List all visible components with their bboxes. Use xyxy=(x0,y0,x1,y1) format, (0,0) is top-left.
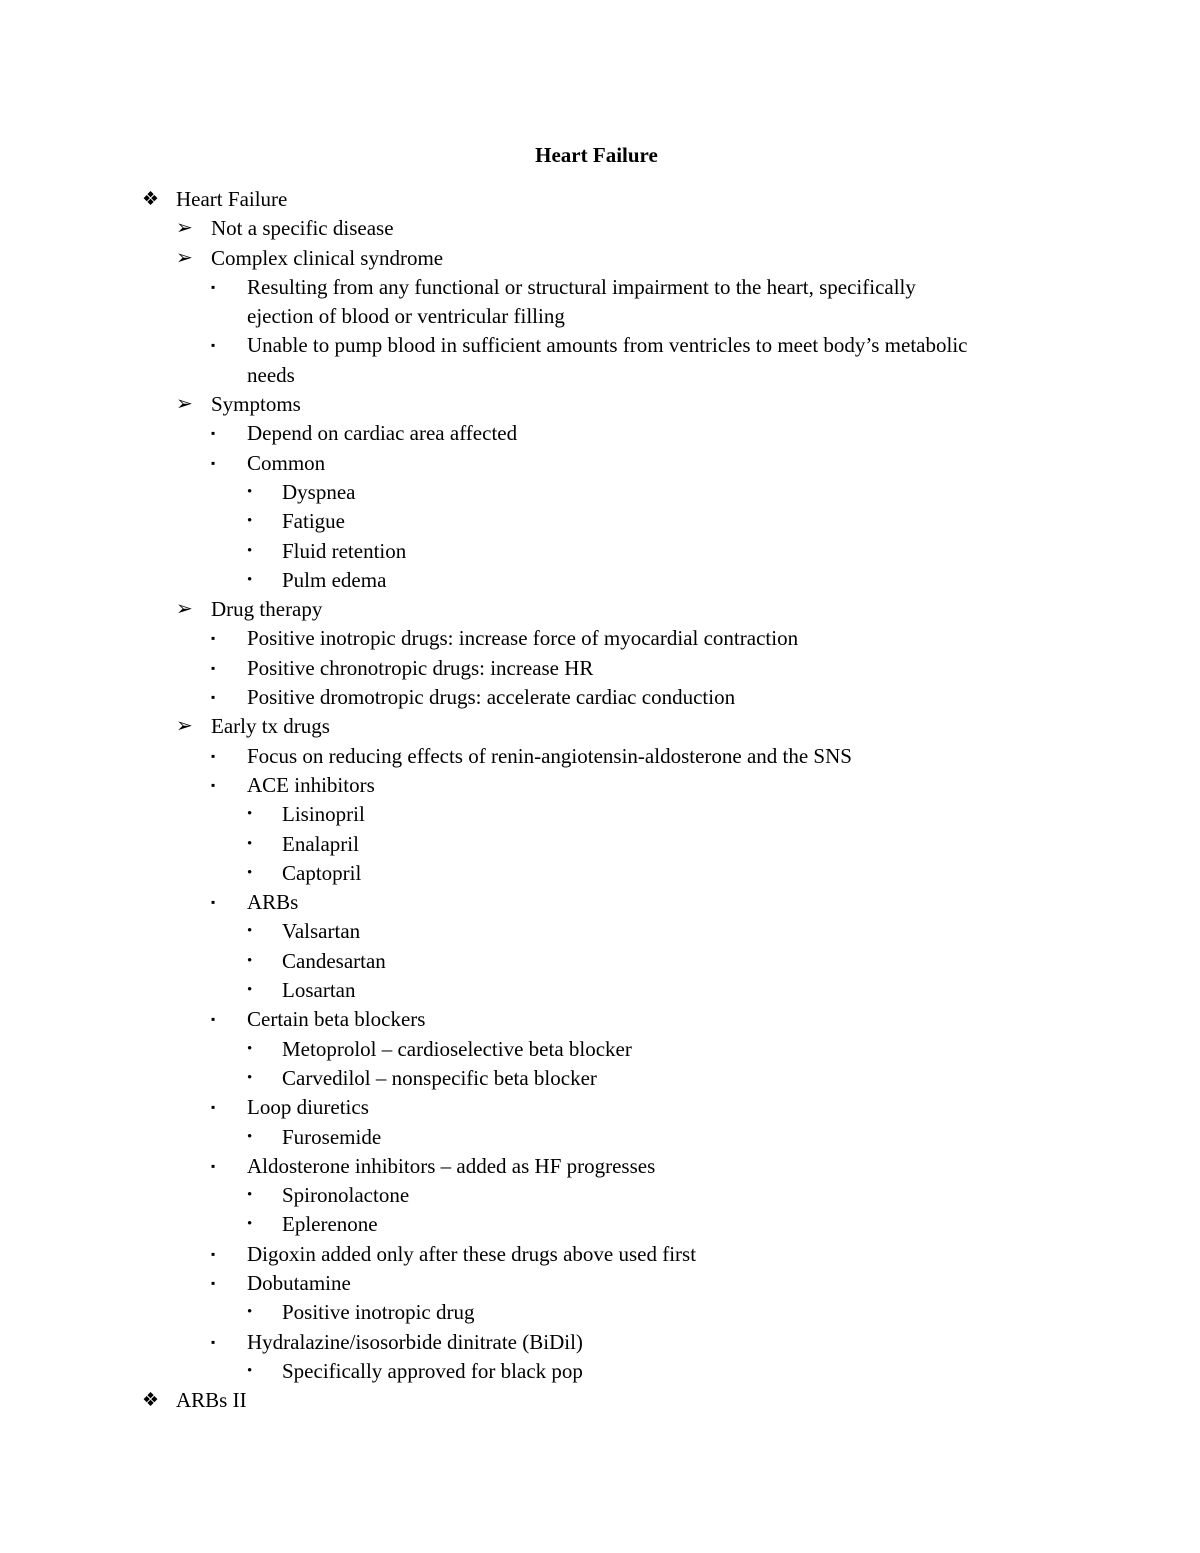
outline-item xyxy=(0,800,1200,829)
outline-item-text: Symptoms xyxy=(211,392,301,417)
outline-item xyxy=(0,1210,1200,1239)
dot-bullet-icon: • xyxy=(247,513,253,530)
dot-bullet-icon: • xyxy=(247,1128,253,1145)
outline-item-text: Loop diuretics xyxy=(247,1095,369,1120)
outline-item xyxy=(0,1005,1200,1034)
outline-item-text: Unable to pump blood in sufficient amounts from ventricles to meet body’s metabolic xyxy=(247,333,968,358)
outline-item-text: ARBs II xyxy=(176,1388,247,1413)
outline-item-text: Positive dromotropic drugs: accelerate cardiac conduction xyxy=(247,685,736,710)
outline-item xyxy=(0,624,1200,653)
outline-item-text-continued: ejection of blood or ventricular filling xyxy=(247,304,565,329)
arrow-bullet-icon: ➢ xyxy=(176,246,193,269)
outline-item xyxy=(0,449,1200,478)
outline-item xyxy=(0,1240,1200,1269)
outline-item-text: Positive chronotropic drugs: increase HR xyxy=(247,655,594,680)
outline-item-text: Carvedilol – nonspecific beta blocker xyxy=(282,1065,597,1090)
outline-item-text: Dyspnea xyxy=(282,479,356,504)
square-bullet-icon: ▪ xyxy=(211,1246,216,1261)
square-bullet-icon: ▪ xyxy=(211,690,216,705)
dot-bullet-icon: • xyxy=(247,483,253,500)
outline-item-text: Fluid retention xyxy=(282,538,407,563)
outline-item-text: Eplerenone xyxy=(282,1212,378,1237)
outline-item-text: ACE inhibitors xyxy=(247,772,375,797)
arrow-bullet-icon: ➢ xyxy=(176,598,193,621)
outline-item-text: Losartan xyxy=(282,978,356,1003)
outline-item xyxy=(0,1035,1200,1064)
outline-item xyxy=(0,566,1200,595)
square-bullet-icon: ▪ xyxy=(211,895,216,910)
dot-bullet-icon: • xyxy=(247,1187,253,1204)
square-bullet-icon: ▪ xyxy=(211,1100,216,1115)
outline-item-text: Focus on reducing effects of renin-angiotensin-aldosterone and the SNS xyxy=(247,743,852,768)
square-bullet-icon: ▪ xyxy=(211,1275,216,1290)
outline-item-text: Aldosterone inhibitors – added as HF progresses xyxy=(247,1153,656,1178)
outline-item xyxy=(0,771,1200,800)
outline-item xyxy=(0,331,1200,390)
outline-item-text-continued: needs xyxy=(247,362,295,387)
outline-item xyxy=(0,537,1200,566)
outline-item xyxy=(0,1386,1200,1415)
outline-item xyxy=(0,390,1200,419)
square-bullet-icon: ▪ xyxy=(211,660,216,675)
document-title: Heart Failure xyxy=(535,143,658,167)
outline-item-text: Spironolactone xyxy=(282,1183,410,1208)
outline-item-text: Complex clinical syndrome xyxy=(211,245,444,270)
square-bullet-icon: ▪ xyxy=(211,279,216,294)
dot-bullet-icon: • xyxy=(247,1069,253,1086)
outline-item-text: Early tx drugs xyxy=(211,714,330,739)
arrow-bullet-icon: ➢ xyxy=(176,393,193,416)
square-bullet-icon: ▪ xyxy=(211,1334,216,1349)
square-bullet-icon: ▪ xyxy=(211,426,216,441)
arrow-bullet-icon: ➢ xyxy=(176,217,193,240)
outline-item xyxy=(0,654,1200,683)
outline-item xyxy=(0,683,1200,712)
outline-item xyxy=(0,1093,1200,1122)
dot-bullet-icon: • xyxy=(247,923,253,940)
outline-item-text: Lisinopril xyxy=(282,802,365,827)
dot-bullet-icon: • xyxy=(247,1304,253,1321)
dot-bullet-icon: • xyxy=(247,1362,253,1379)
outline-item xyxy=(0,185,1200,214)
outline-item-text: ARBs xyxy=(247,890,299,915)
outline-list xyxy=(0,185,1200,1415)
dot-bullet-icon: • xyxy=(247,542,253,559)
outline-item-text: Furosemide xyxy=(282,1124,382,1149)
outline-item-text: Positive inotropic drug xyxy=(282,1300,475,1325)
dot-bullet-icon: • xyxy=(247,952,253,969)
outline-item-text: Hydralazine/isosorbide dinitrate (BiDil) xyxy=(247,1329,583,1354)
diamond-bullet-icon: ❖ xyxy=(142,1390,160,1412)
dot-bullet-icon: • xyxy=(247,982,253,999)
outline-item-text: Drug therapy xyxy=(211,597,323,622)
outline-item xyxy=(0,214,1200,243)
outline-item-text: Not a specific disease xyxy=(211,216,394,241)
outline-item xyxy=(0,244,1200,273)
outline-item xyxy=(0,947,1200,976)
outline-item-text: Specifically approved for black pop xyxy=(282,1358,583,1383)
outline-item xyxy=(0,1064,1200,1093)
outline-item xyxy=(0,419,1200,448)
outline-item-text: Metoprolol – cardioselective beta blocker xyxy=(282,1036,632,1061)
outline-item xyxy=(0,507,1200,536)
square-bullet-icon: ▪ xyxy=(211,455,216,470)
outline-item xyxy=(0,1328,1200,1357)
outline-item xyxy=(0,976,1200,1005)
outline-item xyxy=(0,273,1200,332)
outline-item xyxy=(0,478,1200,507)
dot-bullet-icon: • xyxy=(247,571,253,588)
dot-bullet-icon: • xyxy=(247,1040,253,1057)
outline-item-text: Positive inotropic drugs: increase force of myocardial contraction xyxy=(247,626,799,651)
outline-item-text: Common xyxy=(247,450,326,475)
dot-bullet-icon: • xyxy=(247,835,253,852)
dot-bullet-icon: • xyxy=(247,1216,253,1233)
dot-bullet-icon: • xyxy=(247,806,253,823)
outline-item xyxy=(0,712,1200,741)
outline-item-text: Pulm edema xyxy=(282,567,387,592)
outline-item-text: Candesartan xyxy=(282,948,386,973)
square-bullet-icon: ▪ xyxy=(211,1158,216,1173)
square-bullet-icon: ▪ xyxy=(211,748,216,763)
outline-item xyxy=(0,859,1200,888)
arrow-bullet-icon: ➢ xyxy=(176,715,193,738)
square-bullet-icon: ▪ xyxy=(211,777,216,792)
outline-item-text: Resulting from any functional or structural impairment to the heart, specifically xyxy=(247,274,916,299)
outline-item xyxy=(0,595,1200,624)
outline-item-text: Fatigue xyxy=(282,509,345,534)
outline-item xyxy=(0,1269,1200,1298)
outline-item xyxy=(0,1357,1200,1386)
outline-item-text: Digoxin added only after these drugs above used first xyxy=(247,1241,697,1266)
outline-item-text: Enalapril xyxy=(282,831,359,856)
diamond-bullet-icon: ❖ xyxy=(142,189,160,210)
square-bullet-icon: ▪ xyxy=(211,338,216,353)
outline-item-text: Dobutamine xyxy=(247,1270,351,1295)
outline-item-text: Valsartan xyxy=(282,919,361,944)
square-bullet-icon: ▪ xyxy=(211,631,216,646)
outline-item xyxy=(0,1181,1200,1210)
outline-item xyxy=(0,1123,1200,1152)
outline-item-text: Depend on cardiac area affected xyxy=(247,421,518,446)
dot-bullet-icon: • xyxy=(247,864,253,881)
outline-item xyxy=(0,742,1200,771)
outline-item-text: Heart Failure xyxy=(176,187,288,211)
outline-item xyxy=(0,888,1200,917)
outline-item-text: Captopril xyxy=(282,860,362,885)
outline-item xyxy=(0,917,1200,946)
outline-item xyxy=(0,830,1200,859)
outline-item xyxy=(0,1152,1200,1181)
outline-item xyxy=(0,1298,1200,1327)
outline-item-text: Certain beta blockers xyxy=(247,1007,426,1032)
square-bullet-icon: ▪ xyxy=(211,1012,216,1027)
